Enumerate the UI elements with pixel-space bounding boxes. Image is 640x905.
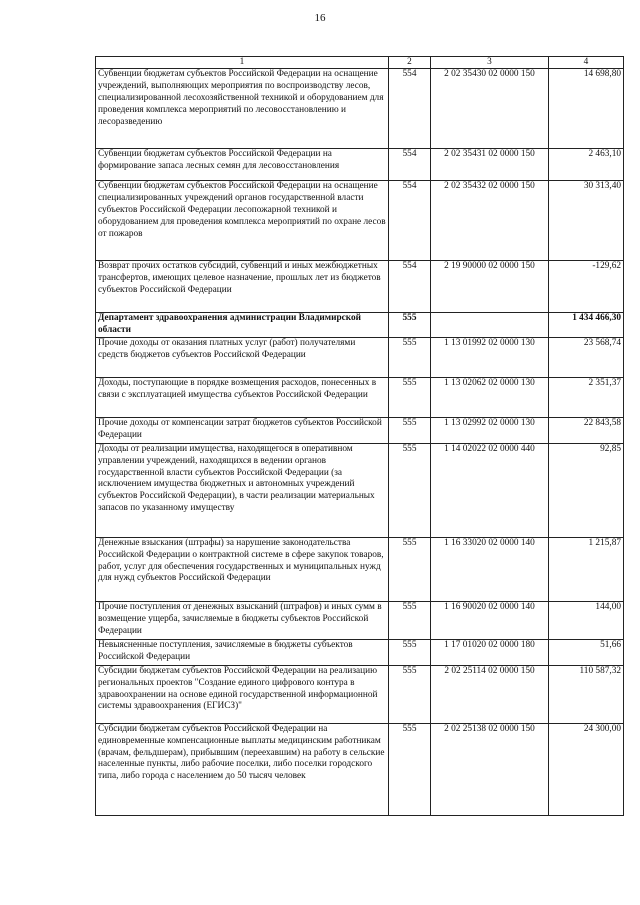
row-kbk-cell: 2 02 35430 02 0000 150 (431, 69, 549, 149)
row-amount-cell: 92,85 (549, 443, 624, 537)
row-name-cell: Прочие доходы от компенсации затрат бюджетов субъектов Российской Федерации (96, 417, 389, 443)
table-header (96, 57, 624, 69)
row-code-cell: 555 (389, 417, 431, 443)
table-row (96, 149, 624, 181)
row-code-cell: 554 (389, 261, 431, 313)
header-col-code: 2 (389, 57, 431, 69)
row-name-cell: Денежные взыскания (штрафы) за нарушение законодательства Российской Федерации о контрактной системе в сфере закупок товаров, работ, услуг для обеспечения государственных и муниципальных нужд для нужд субъектов Российской Федерации (96, 537, 389, 601)
row-name-cell: Возврат прочих остатков субсидий, субвенций и иных межбюджетных трансфертов, имеющих целевое назначение, прошлых лет из бюджетов субъектов Российской Федерации (96, 261, 389, 313)
row-name-cell: Субвенции бюджетам субъектов Российской Федерации на оснащение учреждений, выполняющих мероприятия по воспроизводству лесов, специализированной лесохозяйственной техникой и оборудованием для проведения комплекса мероприятий по лесовосстановлению и лесоразведению (96, 69, 389, 149)
row-kbk-cell (431, 313, 549, 338)
row-code-cell: 555 (389, 723, 431, 815)
row-kbk-cell: 2 19 90000 02 0000 150 (431, 261, 549, 313)
row-code-cell: 554 (389, 69, 431, 149)
row-code-cell: 555 (389, 337, 431, 377)
row-kbk-cell: 1 16 90020 02 0000 140 (431, 601, 549, 639)
row-amount-cell: 30 313,40 (549, 181, 624, 261)
row-name-cell: Субвенции бюджетам субъектов Российской Федерации на формирование запаса лесных семян для лесовосстановления (96, 149, 389, 181)
row-code-cell: 555 (389, 313, 431, 338)
row-name-cell: Субсидии бюджетам субъектов Российской Федерации на реализацию региональных проектов "Создание единого цифрового контура в здравоохранении на основе единой государственной информационной системы здравоохранения (ЕГИСЗ)" (96, 665, 389, 723)
table-row (96, 181, 624, 261)
row-amount-cell: 22 843,58 (549, 417, 624, 443)
row-kbk-cell: 1 13 01992 02 0000 130 (431, 337, 549, 377)
row-kbk-cell: 2 02 35432 02 0000 150 (431, 181, 549, 261)
row-code-cell: 555 (389, 537, 431, 601)
row-kbk-cell: 1 17 01020 02 0000 180 (431, 639, 549, 665)
table-row (96, 443, 624, 537)
row-kbk-cell: 1 13 02062 02 0000 130 (431, 377, 549, 417)
row-name-cell: Прочие доходы от оказания платных услуг (работ) получателями средств бюджетов субъектов Российской Федерации (96, 337, 389, 377)
row-code-cell: 554 (389, 181, 431, 261)
row-name-cell: Невыясненные поступления, зачисляемые в бюджеты субъектов Российской Федерации (96, 639, 389, 665)
row-amount-cell: 1 215,87 (549, 537, 624, 601)
table-row (96, 417, 624, 443)
table-row (96, 337, 624, 377)
row-amount-cell: 24 300,00 (549, 723, 624, 815)
row-code-cell: 555 (389, 601, 431, 639)
row-name-cell: Субвенции бюджетам субъектов Российской Федерации на оснащение специализированных учреждений органов государственной власти субъектов Российской Федерации лесопожарной техникой и оборудованием для проведения комплекса мероприятий по охране лесов от пожаров (96, 181, 389, 261)
row-name-cell: Субсидии бюджетам субъектов Российской Федерации на единовременные компенсационные выплаты медицинским работникам (врачам, фельдшерам), прибывшим (переехавшим) на работу в сельские населенные пункты, либо рабочие поселки, либо поселки городского типа, либо города с населением до 50 тысяч человек (96, 723, 389, 815)
row-name-cell: Департамент здравоохранения администрации Владимирской области (96, 313, 389, 338)
table-body (96, 69, 624, 816)
row-amount-cell: 2 463,10 (549, 149, 624, 181)
row-name-cell: Доходы от реализации имущества, находящегося в оперативном управлении учреждений, находящихся в ведении органов государственной власти субъектов Российской Федерации (за исключением имущества бюджетных и автономных учреждений субъектов Российской Федерации), в части реализации материальных запасов по указанному имуществу (96, 443, 389, 537)
header-col-name: 1 (96, 57, 389, 69)
row-amount-cell: 51,66 (549, 639, 624, 665)
table-row (96, 537, 624, 601)
table-row (96, 639, 624, 665)
page-number: 16 (314, 12, 326, 24)
row-amount-cell: 110 587,32 (549, 665, 624, 723)
row-kbk-cell: 2 02 25114 02 0000 150 (431, 665, 549, 723)
table-row (96, 377, 624, 417)
row-code-cell: 555 (389, 639, 431, 665)
row-name-cell: Доходы, поступающие в порядке возмещения расходов, понесенных в связи с эксплуатацией имущества субъектов Российской Федерации (96, 377, 389, 417)
row-name-cell: Прочие поступления от денежных взысканий (штрафов) и иных сумм в возмещение ущерба, зачисляемые в бюджеты субъектов Российской Федерации (96, 601, 389, 639)
row-amount-cell: 23 568,74 (549, 337, 624, 377)
row-kbk-cell: 1 16 33020 02 0000 140 (431, 537, 549, 601)
table-row (96, 313, 624, 338)
header-col-amount: 4 (549, 57, 624, 69)
row-amount-cell: 14 698,80 (549, 69, 624, 149)
row-kbk-cell: 1 13 02992 02 0000 130 (431, 417, 549, 443)
table-row (96, 261, 624, 313)
table-row (96, 665, 624, 723)
row-code-cell: 554 (389, 149, 431, 181)
row-code-cell: 555 (389, 443, 431, 537)
table-row (96, 723, 624, 815)
header-col-kbk: 3 (431, 57, 549, 69)
table-row (96, 601, 624, 639)
row-kbk-cell: 2 02 25138 02 0000 150 (431, 723, 549, 815)
table-row (96, 69, 624, 149)
row-code-cell: 555 (389, 377, 431, 417)
row-kbk-cell: 2 02 35431 02 0000 150 (431, 149, 549, 181)
row-code-cell: 555 (389, 665, 431, 723)
row-amount-cell: 2 351,37 (549, 377, 624, 417)
row-amount-cell: 144,00 (549, 601, 624, 639)
row-amount-cell: -129,62 (549, 261, 624, 313)
row-kbk-cell: 1 14 02022 02 0000 440 (431, 443, 549, 537)
revenue-table (95, 56, 624, 816)
row-amount-cell: 1 434 466,30 (549, 313, 624, 338)
